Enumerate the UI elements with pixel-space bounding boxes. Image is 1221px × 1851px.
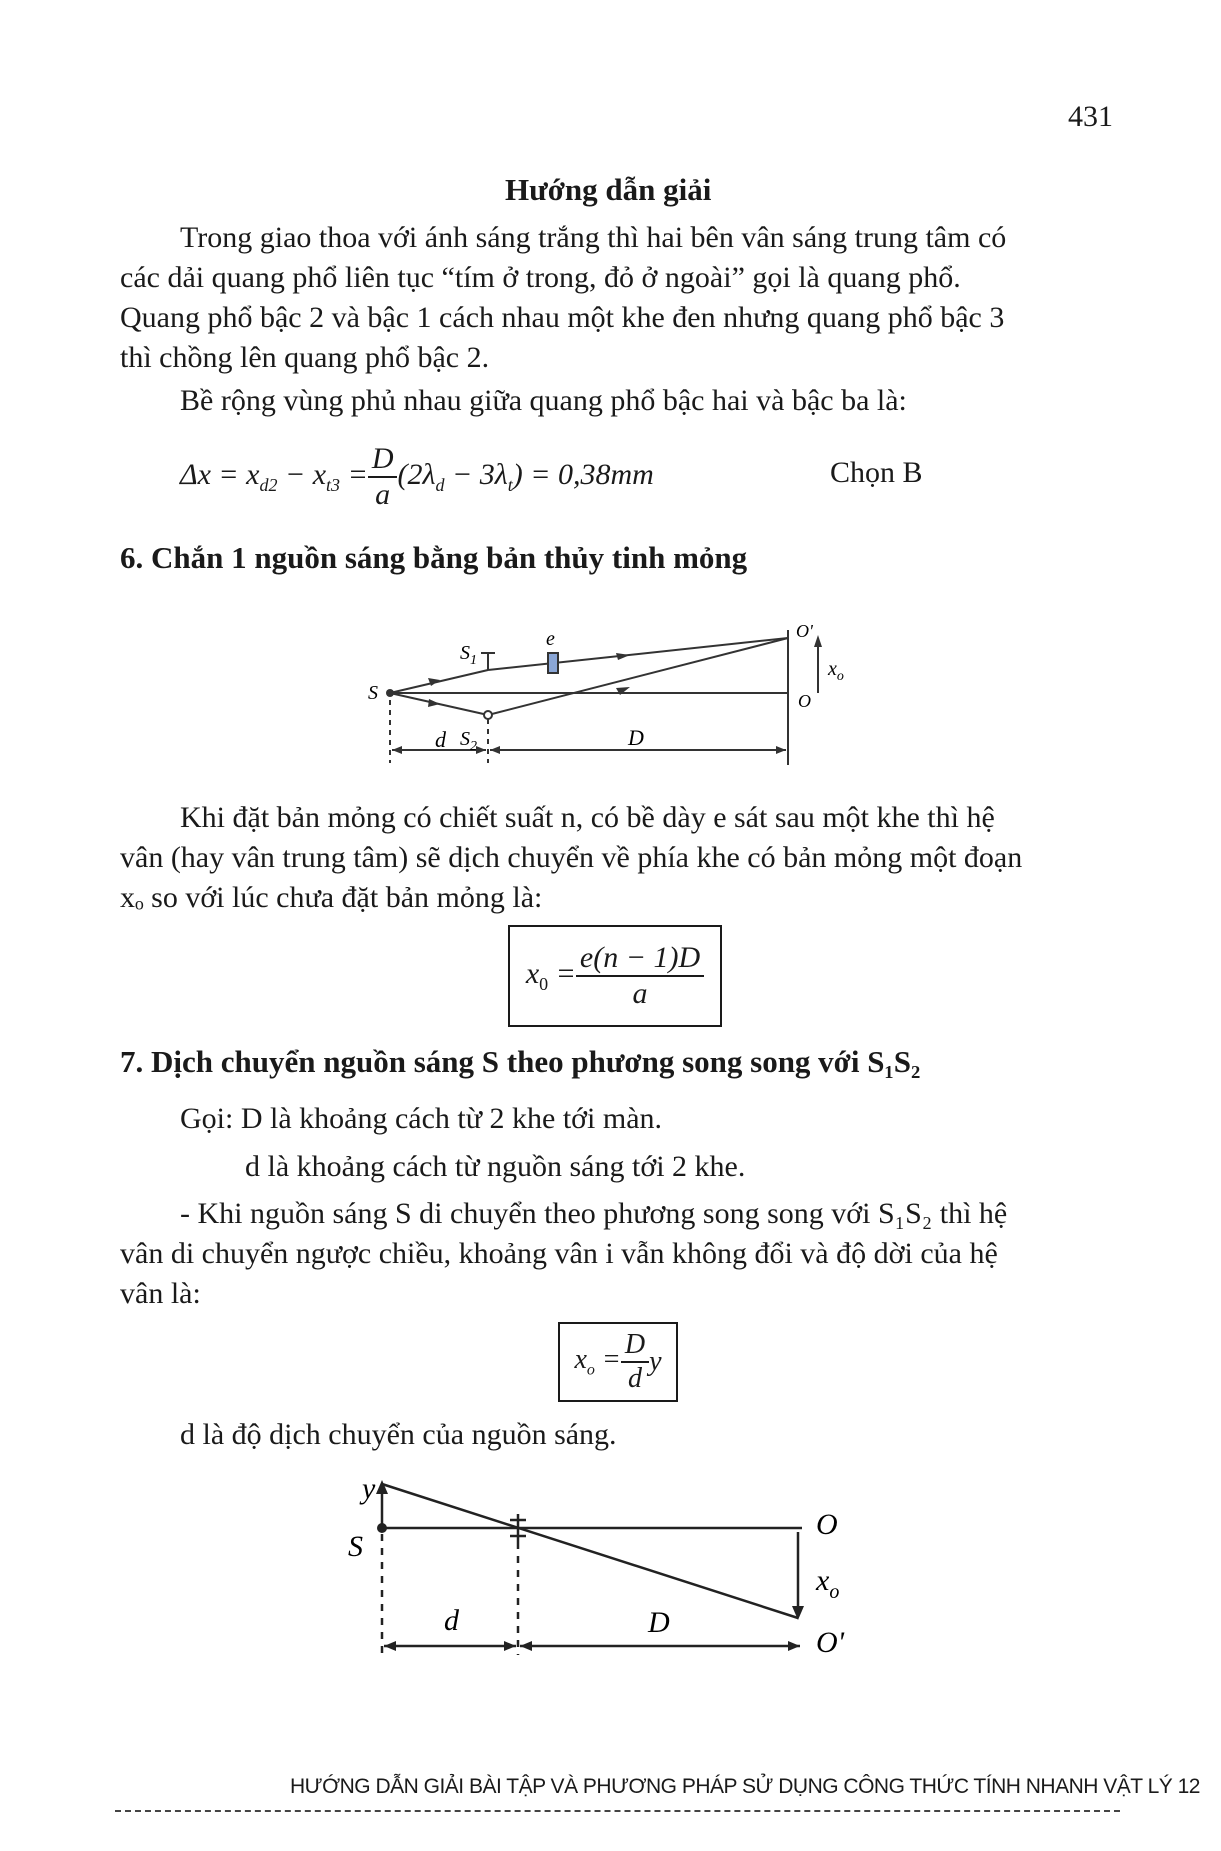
diagram1-label-S: S	[368, 682, 378, 704]
diagram2-label-xo: $x_o$	[816, 1564, 840, 1603]
para6-line: xₒ so với lúc chưa đặt bản mỏng là:	[120, 881, 543, 914]
formula-overlap-width	[180, 432, 654, 522]
footer-divider	[115, 1810, 1120, 1812]
diagram1-label-e: e	[546, 628, 555, 650]
diagram2-label-O: O	[816, 1508, 838, 1541]
para7-line: vân di chuyển ngược chiều, khoảng vân i vẫn không đổi và độ dời của hệ	[120, 1237, 998, 1270]
formula3-fraction: $\frac{D}{d}$	[621, 1329, 649, 1395]
diagram1-label-S1: $S_1$	[460, 642, 477, 668]
diagram1-label-O: O	[798, 691, 811, 711]
formula-shift-source	[558, 1322, 678, 1402]
note-displacement: d là độ dịch chuyển của nguồn sáng.	[180, 1418, 617, 1451]
diagram1-label-D: D	[628, 725, 644, 750]
heading-section-7: 7. Dịch chuyển nguồn sáng S theo phương song song với S₁S₂	[120, 1044, 921, 1079]
para7-line: - Khi nguồn sáng S di chuyển theo phương song song với S₁S₂ thì hệ	[180, 1197, 1008, 1230]
diagram2-label-O-prime: O'	[816, 1626, 845, 1659]
paragraph-section-7	[120, 1194, 1115, 1314]
diagram1-label-O-prime: O'	[796, 621, 813, 641]
intro-line: các dải quang phổ liên tục “tím ở trong, đỏ ở ngoài” gọi là quang phổ.	[120, 261, 961, 294]
intro-line: Trong giao thoa với ánh sáng trắng thì hai bên vân sáng trung tâm có	[180, 221, 1007, 254]
footer-book-title: HƯỚNG DẪN GIẢI BÀI TẬP VÀ PHƯƠNG PHÁP SỬ DỤNG CÔNG THỨC TÍNH NHANH VẬT LÝ 12	[290, 1775, 1200, 1798]
para6-line: Khi đặt bản mỏng có chiết suất n, có bề dày e sát sau một khe thì hệ	[180, 801, 995, 834]
answer-choice: Chọn B	[830, 456, 923, 489]
formula1-lhs: $\Delta x = x_{d2} - x_{t3}$ =	[180, 458, 368, 495]
intro-line: thì chồng lên quang phổ bậc 2.	[120, 341, 490, 374]
diagram2-label-d: d	[444, 1604, 459, 1637]
para7-line: vân là:	[120, 1277, 201, 1310]
formula2-fraction: $\frac{e(n - 1)D}{a}$	[576, 941, 704, 1011]
paragraph-section-6	[120, 798, 1115, 918]
overlap-sentence: Bề rộng vùng phủ nhau giữa quang phổ bậc hai và bậc ba là:	[180, 384, 907, 417]
diagram2-label-S: S	[348, 1530, 363, 1563]
formula3-rhs: y	[649, 1346, 662, 1377]
para6-line: vân (hay vân trung tâm) sẽ dịch chuyển về phía khe có bản mỏng một đoạn	[120, 841, 1023, 874]
heading-section-6: 6. Chắn 1 nguồn sáng bằng bản thủy tinh mỏng	[120, 540, 748, 575]
formula3-lhs: $x_o$ =	[574, 1344, 621, 1379]
intro-paragraph	[120, 218, 1115, 378]
definition-D: Gọi: D là khoảng cách từ 2 khe tới màn.	[180, 1102, 663, 1135]
definition-d: d là khoảng cách từ nguồn sáng tới 2 khe.	[245, 1150, 746, 1183]
diagram1-label-d: d	[435, 727, 446, 752]
diagram1-label-S2: $S_2$	[460, 728, 477, 754]
diagram1-label-xo: $x_o$	[828, 658, 844, 684]
formula2-lhs: $x_0$ =	[525, 957, 576, 994]
formula1-fraction: $\frac{D}{a}$	[368, 442, 398, 512]
page-number: 431	[1068, 100, 1113, 133]
diagram2-label-D: D	[648, 1606, 670, 1639]
diagram-moving-source	[320, 1470, 880, 1670]
intro-line: Quang phổ bậc 2 và bậc 1 cách nhau một khe đen nhưng quang phổ bậc 3	[120, 301, 1005, 334]
formula-shift-thin-plate	[508, 925, 722, 1027]
formula1-rhs: $(2\lambda_d - 3\lambda_t) = 0,38mm$	[397, 458, 654, 495]
diagram-thin-plate	[360, 615, 880, 785]
diagram2-label-y: y	[362, 1472, 376, 1505]
section-title: Hướng dẫn giải	[505, 172, 712, 207]
